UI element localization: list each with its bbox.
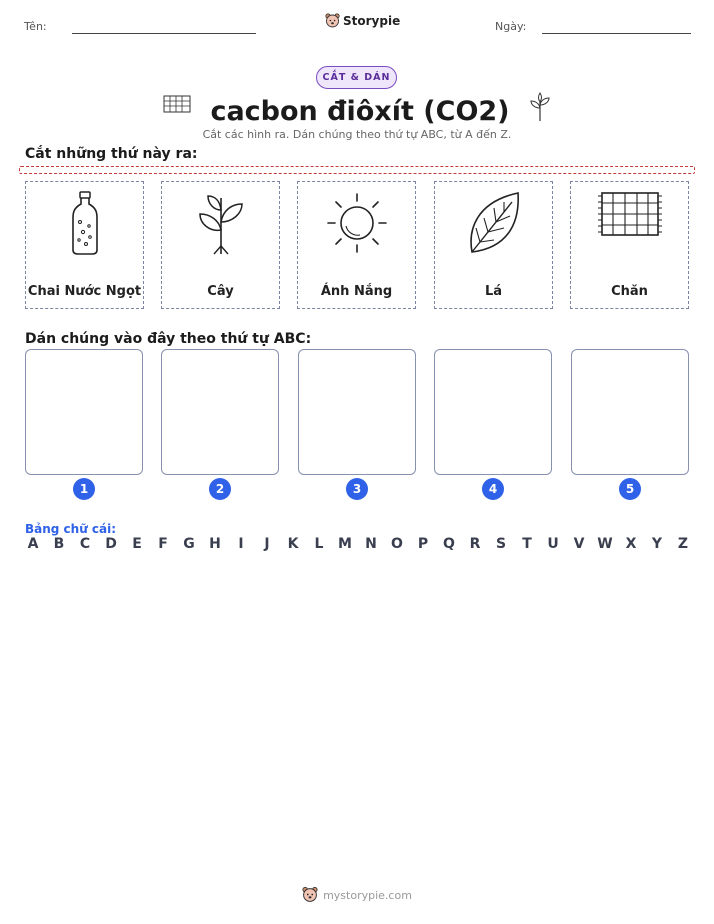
alphabet-letter: U xyxy=(547,536,559,552)
alphabet-letter: Z xyxy=(677,536,689,552)
instructions: Cắt các hình ra. Dán chúng theo thứ tự ABC, từ A đến Z. xyxy=(202,128,512,141)
cutout-card[interactable] xyxy=(434,181,553,309)
paste-slot[interactable] xyxy=(161,349,279,475)
cutout-card[interactable] xyxy=(25,181,144,309)
footer xyxy=(0,886,714,904)
alphabet-letter: D xyxy=(105,536,117,552)
alphabet-letter: I xyxy=(238,536,244,552)
paste-slot[interactable] xyxy=(25,349,143,475)
alphabet-letter: V xyxy=(573,536,585,552)
paste-slot[interactable] xyxy=(298,349,416,475)
alphabet-letter: Y xyxy=(651,536,663,552)
cut-and-paste-badge: CẮT & DÁN xyxy=(316,66,397,89)
slot-number-badge: 1 xyxy=(73,478,95,500)
alphabet-letter: T xyxy=(522,536,532,552)
alphabet-letter: F xyxy=(158,536,168,552)
alphabet-letter: L xyxy=(314,536,324,552)
date-line xyxy=(542,33,691,34)
plant-icon xyxy=(529,92,551,122)
cut-line xyxy=(19,166,695,174)
slot-number-badge: 3 xyxy=(346,478,368,500)
cutout-label: Ánh Nắng xyxy=(320,284,393,299)
paste-heading: Dán chúng vào đây theo thứ tự ABC: xyxy=(25,331,312,347)
alphabet-row xyxy=(25,536,691,552)
paste-slot[interactable] xyxy=(434,349,552,475)
alphabet-letter: G xyxy=(183,536,195,552)
name-label: Tên: xyxy=(24,20,47,33)
cutout-label: Cây xyxy=(207,284,234,299)
plant-icon xyxy=(196,190,246,256)
alphabet-letter: K xyxy=(287,536,299,552)
slot-number-badge: 2 xyxy=(209,478,231,500)
page-title: cacbon điôxít (CO2) xyxy=(210,96,510,127)
alphabet-letter: O xyxy=(391,536,403,552)
title-row xyxy=(0,92,714,127)
footer-url[interactable]: mystorypie.com xyxy=(323,888,412,902)
alphabet-letter: M xyxy=(338,536,352,552)
alphabet-letter: A xyxy=(27,536,39,552)
alphabet-letter: W xyxy=(597,536,613,552)
storypie-logo xyxy=(325,13,400,29)
alphabet-letter: H xyxy=(209,536,221,552)
cut-heading: Cắt những thứ này ra: xyxy=(25,146,198,162)
alphabet-letter: J xyxy=(264,536,270,552)
soda-bottle-icon xyxy=(70,190,100,256)
date-label: Ngày: xyxy=(495,20,527,33)
alphabet-letter: B xyxy=(53,536,65,552)
cutout-label: Chai Nước Ngọt xyxy=(27,284,142,299)
cutout-card[interactable] xyxy=(297,181,416,309)
bear-logo-icon xyxy=(325,13,340,29)
alphabet-letter: R xyxy=(469,536,481,552)
paste-slot[interactable] xyxy=(571,349,689,475)
alphabet-letter: C xyxy=(79,536,91,552)
name-line xyxy=(72,33,256,34)
blanket-icon xyxy=(597,190,663,240)
blanket-icon xyxy=(163,94,191,114)
slot-number-badge: 4 xyxy=(482,478,504,500)
leaf-icon xyxy=(466,190,522,256)
alphabet-letter: Q xyxy=(443,536,455,552)
logo-text: Storypie xyxy=(343,14,401,28)
slot-number-badge: 5 xyxy=(619,478,641,500)
alphabet-letter: X xyxy=(625,536,637,552)
alphabet-letter: E xyxy=(132,536,142,552)
cutout-card[interactable] xyxy=(161,181,280,309)
alphabet-label: Bảng chữ cái: xyxy=(25,522,117,536)
sun-icon xyxy=(326,190,388,256)
alphabet-letter: N xyxy=(365,536,377,552)
cutout-card[interactable] xyxy=(570,181,689,309)
bear-logo-icon xyxy=(302,886,318,904)
cutout-label: Lá xyxy=(484,284,503,299)
alphabet-letter: S xyxy=(495,536,507,552)
alphabet-letter: P xyxy=(417,536,429,552)
cutout-label: Chăn xyxy=(611,284,648,299)
